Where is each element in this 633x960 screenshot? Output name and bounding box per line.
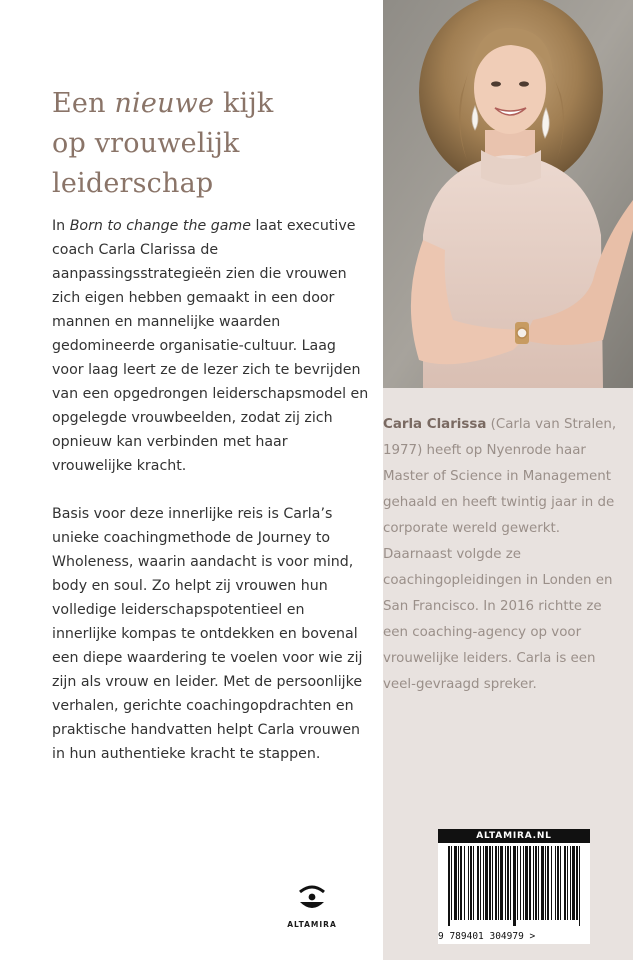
author-portrait-illustration [383,0,633,388]
barcode-bar [533,846,534,920]
barcode-bar [480,846,481,920]
barcode-area [438,829,590,944]
barcode-bar [460,846,462,920]
author-bio [383,412,623,698]
barcode-bar [523,846,524,920]
barcode-bar [555,846,556,920]
barcode-bar [477,846,479,920]
barcode-bar [498,846,499,920]
barcode-bar [517,846,518,920]
barcode-bar [545,846,546,920]
eye-logo-icon [297,880,327,916]
barcode-bar [507,846,509,920]
barcode-bar [538,846,539,920]
barcode-bar [485,846,488,920]
barcode-bar [547,846,549,920]
barcode-bar [492,846,493,920]
headline-part2: kijk [214,88,274,119]
barcode-bar [567,846,568,920]
barcode-bar [473,846,474,920]
method-paragraph: Basis voor deze innerlijke reis is Carla’s unieke coachingmethode de Journey to Wholeness, waarin aandacht is voor mind, body en soul. Zo helpt zij vrouwen hun volledige leiderschapspotentieel en innerlijke kompas te ontdekken en bovenal een diepe waardering te voelen voor wie zij zijn als vrouw en leider. Met de persoonlijke verhalen, gerichte coachingopdrachten en praktische handvatten helpt Carla vrouwen in hun authentieke kracht te stappen. [52,506,363,762]
barcode-bar [454,846,457,920]
intro-prefix: In [52,218,70,234]
barcode-bar [510,846,511,920]
barcode-bar [525,846,528,920]
barcode-bar [572,846,575,920]
right-column [383,0,633,960]
barcode-bar [483,846,484,920]
barcode-bar [579,846,580,926]
barcode-bar [500,846,503,920]
headline-line3: leiderschap [52,168,214,199]
barcode-bar [541,846,544,920]
intro-paragraph [52,214,372,478]
headline-line2: op vrouwelijk [52,128,240,159]
barcode-bar [470,846,472,920]
intro-text: laat executive coach Carla Clarissa de aanpassingsstrategieën zien die vrouwen zich eigen hebben gemaakt in een door mannen en mannelijke waarden gedomineerde organisatie-cultuur. Laag voor laag leert ze de lezer zich te bevrijden van een opgedrongen leiderschapsmodel en opgelegde vrouwbeelden, zodat zij zich opnieuw kan verbinden met haar vrouwelijke kracht. [52,218,369,474]
headline-part1: Een [52,88,115,119]
barcode-bar [570,846,571,920]
book-title: Born to change the game [69,218,251,234]
barcode-bar [576,846,578,920]
barcode-bar [529,846,531,920]
isbn-barcode [446,846,582,928]
headline [52,84,372,204]
author-photo [383,0,633,388]
publisher-logo-text: ALTAMIRA [287,920,337,929]
headline-emphasis: nieuwe [114,88,215,119]
barcode-bar [505,846,506,920]
barcode-bar [535,846,537,920]
author-bio-text: (Carla van Stralen, 1977) heeft op Nyenrode haar Master of Science in Management gehaald en heeft twintig jaar in de corporate wereld gewerkt. Daarnaast volgde ze coachingopleidingen in Londen en San Francisco. In 2016 richtte ze een coaching-agency op voor vrouwelijke leiders. Carla is een veel-gevraagd spreker. [383,417,617,692]
barcode-bar [564,846,566,920]
barcode-bar [458,846,459,920]
barcode-bar [448,846,450,926]
barcode-bar [495,846,497,920]
barcode-bar [557,846,559,920]
barcode-bar [464,846,465,920]
barcode-bar [513,846,516,926]
barcode-bar [489,846,491,920]
publisher-logo [282,880,342,929]
publisher-website: ALTAMIRA.NL [438,829,590,843]
isbn-digits: 9 789401 304979 > [438,931,536,942]
barcode-bar [451,846,452,920]
barcode-bar [468,846,469,920]
author-name: Carla Clarissa [383,417,487,432]
barcode-bar [520,846,521,920]
barcode-bar [551,846,552,920]
barcode-bar [560,846,561,920]
